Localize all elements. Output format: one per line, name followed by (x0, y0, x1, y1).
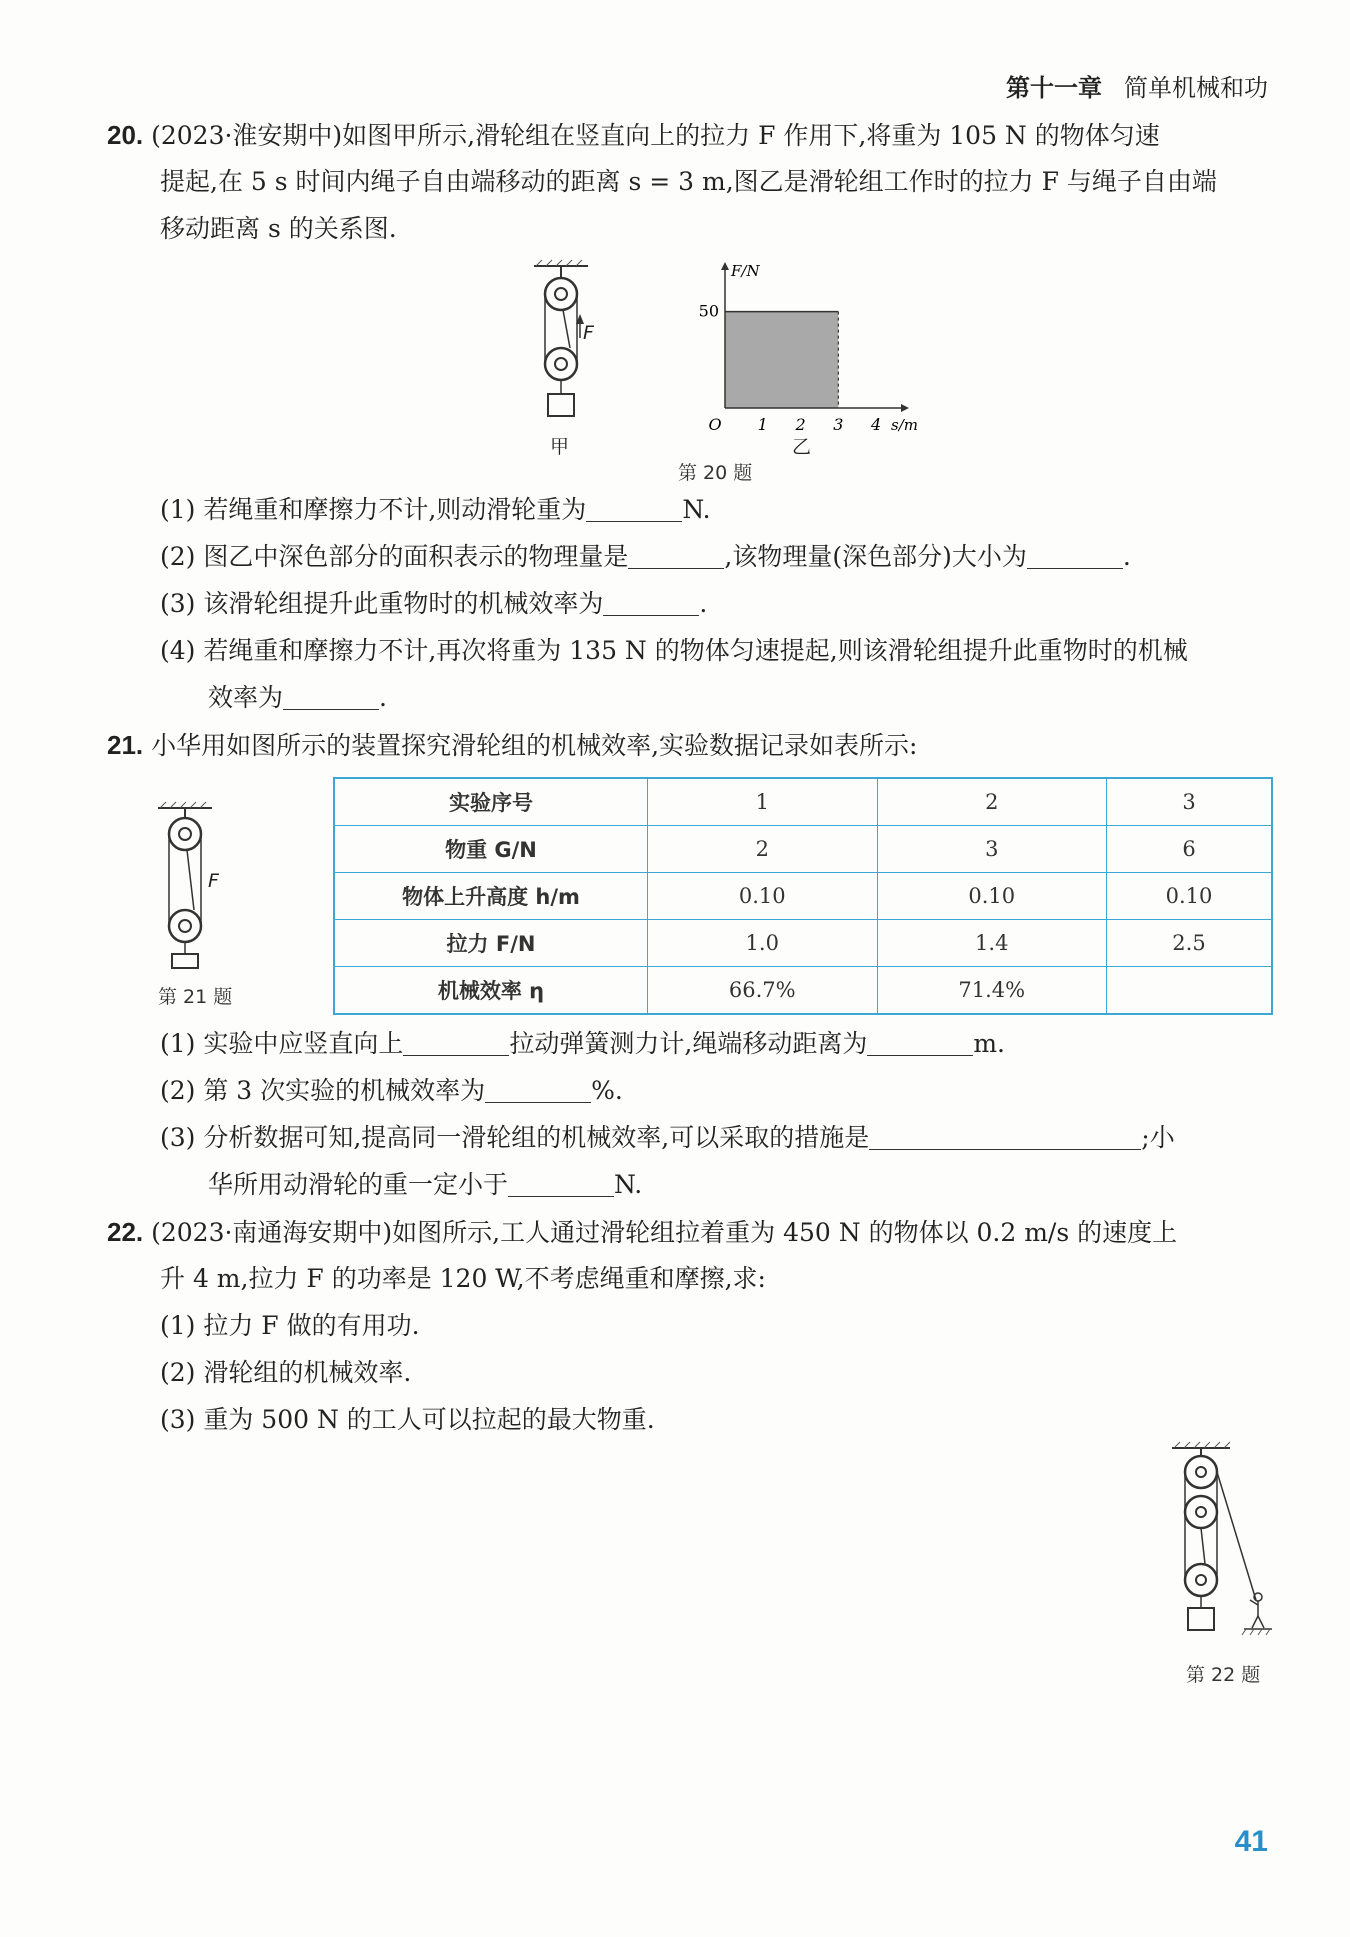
q21-sub1 (160, 1027, 1005, 1061)
answer-blank[interactable] (603, 589, 699, 616)
row-header: 机械效率 η (334, 967, 648, 1015)
answer-blank[interactable] (869, 1123, 1141, 1150)
q22-number: 22. (107, 1217, 144, 1247)
table-cell: 0.10 (877, 873, 1107, 920)
q20-sub4: (4) 若绳重和摩擦力不计,再次将重为 135 N 的物体匀速提起,则该滑轮组提升此重物时的机械 (160, 636, 1188, 665)
q21-sub1-unit: m. (973, 1029, 1005, 1058)
table-cell (1107, 967, 1273, 1015)
q20-fig-b-label: 乙 (792, 436, 812, 458)
x-tick-label: 2 (795, 415, 806, 434)
page-number: 41 (1234, 1825, 1268, 1858)
page-header (1006, 68, 1268, 103)
answer-blank[interactable] (283, 683, 379, 710)
answer-blank[interactable] (485, 1076, 591, 1103)
table-cell: 0.10 (648, 873, 878, 920)
table-cell: 3 (1107, 778, 1273, 826)
q21-pulley-figure (148, 800, 238, 975)
chapter-number: 第十一章 (1006, 74, 1102, 102)
q21-sub1-text: (1) 实验中应竖直向上 (160, 1029, 404, 1058)
q20-line2: 提起,在 5 s 时间内绳子自由端移动的距离 s = 3 m,图乙是滑轮组工作时的拉力 F 与绳子自由端 (160, 167, 1217, 196)
x-tick-label: 4 (871, 415, 882, 434)
q20-caption: 第 20 题 (678, 462, 753, 484)
table-cell: 1 (648, 778, 878, 826)
q22-sub2: (2) 滑轮组的机械效率. (160, 1358, 412, 1387)
shaded-work-area (725, 312, 838, 408)
y-axis-arrow (721, 262, 729, 270)
q20-force-label: F (583, 322, 594, 344)
y-tick-label: 50 (698, 301, 719, 321)
q22-line1 (107, 1215, 1177, 1250)
answer-blank[interactable] (1027, 542, 1123, 569)
q21-sub3-text2: ;小 (1141, 1123, 1175, 1152)
q21-number: 21. (107, 730, 144, 760)
q20-number: 20. (107, 120, 144, 150)
q20-sub4-end: . (379, 683, 387, 712)
table-row (334, 778, 1272, 826)
table-row (334, 967, 1272, 1015)
q20-pulley-figure (520, 258, 610, 458)
q20-sub2-end: . (1122, 542, 1131, 571)
row-header: 实验序号 (334, 778, 648, 826)
row-header: 拉力 F/N (334, 920, 648, 967)
q22-pulley-worker-figure (1160, 1440, 1280, 1650)
q20-sub1 (160, 493, 711, 527)
q21-sub3 (160, 1121, 1175, 1155)
table-row (334, 873, 1272, 920)
table-cell: 2.5 (1107, 920, 1273, 967)
answer-blank[interactable] (508, 1170, 614, 1197)
table-cell: 1.0 (648, 920, 878, 967)
q20-sub2-text2: ,该物理量(深色部分)大小为 (724, 542, 1027, 571)
q22-sub3: (3) 重为 500 N 的工人可以拉起的最大物重. (160, 1405, 655, 1434)
q21-sub1-text2: 拉动弹簧测力计,绳端移动距离为 (509, 1029, 868, 1058)
x-tick-label: 1 (757, 415, 768, 434)
q21-sub3-text: (3) 分析数据可知,提高同一滑轮组的机械效率,可以采取的措施是 (160, 1123, 870, 1152)
table-cell: 2 (648, 826, 878, 873)
table-cell: 3 (877, 826, 1107, 873)
q21-sub3-text3: 华所用动滑轮的重一定小于 (208, 1170, 509, 1199)
q20-sub2 (160, 540, 1131, 574)
q20-sub2-text: (2) 图乙中深色部分的面积表示的物理量是 (160, 542, 629, 571)
q21-sub3-unit: N. (614, 1170, 643, 1199)
q21-sub3-line2 (208, 1168, 642, 1202)
answer-blank[interactable] (586, 495, 682, 522)
q21-sub2-unit: %. (591, 1076, 623, 1105)
table-cell: 0.10 (1107, 873, 1273, 920)
table-cell: 71.4% (877, 967, 1107, 1015)
q22-line2: 升 4 m,拉力 F 的功率是 120 W,不考虑绳重和摩擦,求: (160, 1264, 766, 1293)
q20-sub3 (160, 587, 707, 621)
table-cell: 6 (1107, 826, 1273, 873)
x-axis-arrow (901, 404, 909, 412)
q21-sub2 (160, 1074, 623, 1108)
table-row (334, 920, 1272, 967)
q20-sub4-text: 效率为 (208, 683, 284, 712)
chapter-title: 简单机械和功 (1124, 74, 1268, 102)
q20-sub1-text: (1) 若绳重和摩擦力不计,则动滑轮重为 (160, 495, 587, 524)
q20-line3: 移动距离 s 的关系图. (160, 214, 397, 243)
q22-sub1: (1) 拉力 F 做的有用功. (160, 1311, 420, 1340)
q20-sub4-line2 (208, 681, 387, 715)
q20-text-1: (2023·淮安期中)如图甲所示,滑轮组在竖直向上的拉力 F 作用下,将重为 105 N 的物体匀速 (151, 121, 1160, 150)
table-cell: 1.4 (877, 920, 1107, 967)
x-axis-label: s/m (891, 416, 918, 434)
answer-blank[interactable] (867, 1029, 973, 1056)
row-header: 物体上升高度 h/m (334, 873, 648, 920)
q20-line1 (107, 118, 1160, 153)
q20-sub1-unit: N. (682, 495, 711, 524)
q21-sub2-text: (2) 第 3 次实验的机械效率为 (160, 1076, 486, 1105)
origin-label: O (708, 415, 722, 434)
answer-blank[interactable] (403, 1029, 509, 1056)
q22-caption: 第 22 题 (1186, 1664, 1261, 1686)
q20-sub3-end: . (699, 589, 708, 618)
q22-text-1: (2023·南通海安期中)如图所示,工人通过滑轮组拉着重为 450 N 的物体以 0.2 m/s 的速度上 (151, 1218, 1178, 1247)
answer-blank[interactable] (628, 542, 724, 569)
q21-force-label: F (208, 870, 219, 892)
table-cell: 66.7% (648, 967, 878, 1015)
row-header: 物重 G/N (334, 826, 648, 873)
x-tick-label: 3 (833, 415, 844, 434)
q21-intro: 小华用如图所示的装置探究滑轮组的机械效率,实验数据记录如表所示: (151, 731, 918, 760)
q20-force-distance-chart (690, 258, 918, 434)
q21-caption: 第 21 题 (158, 986, 233, 1008)
y-axis-label: F/N (731, 262, 760, 280)
q20-sub3-text: (3) 该滑轮组提升此重物时的机械效率为 (160, 589, 604, 618)
table-cell: 2 (877, 778, 1107, 826)
q21-line1 (107, 728, 917, 763)
table-row (334, 826, 1272, 873)
q21-data-table (333, 777, 1273, 1015)
q20-fig-a-label: 甲 (550, 436, 570, 458)
